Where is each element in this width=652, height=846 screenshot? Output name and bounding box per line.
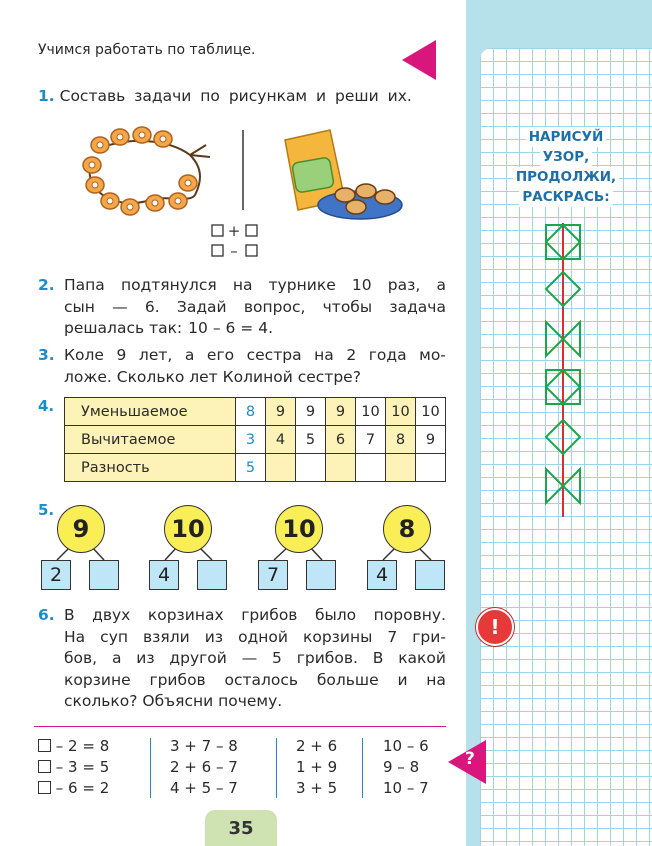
text-line (64, 318, 472, 340)
word: суп (100, 627, 129, 646)
word: В (64, 606, 75, 624)
table-cell: 9 (326, 398, 356, 426)
word: сестра (246, 346, 302, 364)
word: задача (389, 297, 446, 316)
task-1-illustrations (0, 115, 466, 265)
task-number: 6. (38, 606, 55, 624)
table-cell: 5 (236, 454, 266, 482)
row-label: Разность (65, 454, 236, 482)
text-line (64, 627, 446, 649)
table-cell: 7 (356, 426, 386, 454)
pattern-drawing (530, 215, 600, 520)
table-cell: 4 (266, 426, 296, 454)
word: На (64, 627, 86, 646)
word: поровну. (373, 606, 446, 624)
text-line (64, 367, 472, 389)
minus-sign: – (230, 242, 238, 260)
table-cell: 5 (296, 426, 326, 454)
expression: 10 – 7 (383, 779, 429, 797)
number-bond-total: 10 (164, 505, 212, 553)
word: из (136, 649, 155, 667)
word: было (314, 606, 357, 624)
word: 7 (387, 627, 398, 646)
expression: 2 + 6 – 7 (170, 758, 238, 776)
word: его (206, 346, 235, 364)
task-2 (38, 275, 472, 340)
table-cell: 9 (416, 426, 446, 454)
number-bond-answer-box[interactable] (415, 560, 445, 590)
word: грибов. (296, 649, 358, 667)
bookmark-pointer-icon (402, 40, 436, 80)
task-1 (38, 86, 412, 107)
word: больше (316, 670, 379, 689)
task-number: 2. (38, 276, 55, 294)
row-label: Вычитаемое (65, 426, 236, 454)
table-cell: 10 (416, 398, 446, 426)
table-row (65, 454, 446, 482)
task-number: 3. (38, 346, 55, 364)
word: решалась так: (64, 319, 183, 337)
word: 6. (144, 297, 160, 316)
word: а (184, 346, 195, 364)
task-3 (38, 345, 472, 388)
word: В (372, 649, 384, 667)
text-line (64, 345, 446, 367)
sidebar-instruction (480, 127, 652, 207)
word: осталось (224, 670, 299, 689)
bottom-column-2 (170, 736, 238, 799)
table-row (65, 398, 446, 426)
word: года (368, 346, 407, 364)
word: Папа (64, 276, 105, 294)
instruction-line: НАРИСУЙ (526, 127, 607, 147)
expression (38, 778, 109, 799)
expression (38, 757, 109, 778)
column-divider (362, 738, 363, 798)
subtraction-table (64, 397, 446, 482)
word: на (232, 276, 253, 294)
word: — (241, 649, 258, 667)
table-cell: 3 (236, 426, 266, 454)
expression (38, 736, 109, 757)
text-line (64, 670, 446, 692)
word: раз, (387, 276, 421, 294)
expression: 1 + 9 (296, 758, 338, 776)
word: двух (92, 606, 131, 624)
table-cell: 9 (296, 398, 326, 426)
expression: 3 + 7 – 8 (170, 737, 238, 755)
word: а (436, 276, 446, 294)
expression: 3 + 5 (296, 779, 338, 797)
word: 10 (351, 276, 372, 294)
expression: 10 – 6 (383, 737, 429, 755)
number-bond-part: 4 (367, 560, 397, 590)
column-divider (150, 738, 151, 798)
word: грибов (149, 670, 206, 689)
word: другой (169, 649, 227, 667)
table-cell (266, 454, 296, 482)
instruction-line: УЗОР, (540, 147, 593, 167)
table-cell: 6 (326, 426, 356, 454)
task-6 (38, 605, 472, 713)
page-number: 35 (205, 810, 277, 846)
word: корзинах (147, 606, 224, 624)
word: лет, (138, 346, 173, 364)
plus-sign: + (227, 222, 241, 240)
table-cell (356, 454, 386, 482)
section-intro: Учимся работать по таблице. (38, 42, 256, 58)
section-divider (34, 726, 446, 727)
word: а (111, 649, 122, 667)
word: грибов (241, 606, 298, 624)
text-line (64, 275, 446, 297)
equation: 10 – 6 = 4. (188, 319, 273, 337)
cookie-bag-picture (285, 130, 402, 219)
task-number: 1. (38, 87, 55, 105)
word: сколько? Объясни почему. (64, 692, 283, 710)
word: и (397, 670, 408, 689)
expression-text: – 6 = 2 (55, 779, 110, 797)
word: 2 (346, 346, 357, 364)
bottom-column-4 (383, 736, 429, 799)
text-line (64, 297, 446, 319)
word: какой (398, 649, 446, 667)
instruction-line: ПРОДОЛЖИ, (513, 167, 619, 187)
text-line (64, 648, 446, 670)
word: 9 (116, 346, 127, 364)
word: корзины (302, 627, 373, 646)
instruction-line: РАСКРАСЬ: (519, 187, 612, 207)
attention-icon: ! (476, 608, 514, 646)
bagel-garland-picture (83, 127, 210, 215)
number-bond-part: 4 (149, 560, 179, 590)
word: бов, (64, 649, 98, 667)
number-bond-total: 10 (275, 505, 323, 553)
text-line (64, 691, 472, 713)
bottom-column-1 (38, 736, 109, 799)
table-cell (296, 454, 326, 482)
table-cell: 10 (356, 398, 386, 426)
word: из (204, 627, 224, 646)
word: Коле (64, 346, 104, 364)
table-cell: 8 (236, 398, 266, 426)
expression-text: – 2 = 8 (55, 737, 110, 755)
word: — (112, 297, 128, 316)
table-cell (416, 454, 446, 482)
number-bond-answer-box[interactable] (197, 560, 227, 590)
task-number: 4. (38, 397, 55, 415)
table-cell (386, 454, 416, 482)
row-label: Уменьшаемое (65, 398, 236, 426)
task-1-text: Составь задачи по рисункам и реши их. (59, 87, 412, 105)
number-bond-answer-box[interactable] (89, 560, 119, 590)
expression-text: – 3 = 5 (55, 758, 110, 776)
number-bond-total: 8 (383, 505, 431, 553)
word: Задай (176, 297, 227, 316)
word: взяли (143, 627, 190, 646)
word: вопрос, (243, 297, 306, 316)
number-bond-part: 2 (41, 560, 71, 590)
table-cell (326, 454, 356, 482)
word: чтобы (322, 297, 373, 316)
word: на (426, 670, 446, 689)
word: турнике (268, 276, 336, 294)
word: гри- (412, 627, 446, 646)
text-line (64, 605, 446, 627)
column-divider (276, 738, 277, 798)
task-number: 5. (38, 501, 55, 519)
number-bond-answer-box[interactable] (306, 560, 336, 590)
question-mark-glyph: ? (465, 749, 475, 769)
word: мо- (419, 346, 446, 364)
number-bond-part: 7 (258, 560, 288, 590)
table-cell: 9 (266, 398, 296, 426)
word: подтянулся (120, 276, 217, 294)
word: корзине (64, 670, 131, 689)
table-cell: 10 (386, 398, 416, 426)
word: 5 (272, 649, 282, 667)
word: одной (238, 627, 288, 646)
expression: 2 + 6 (296, 737, 338, 755)
bottom-column-3 (296, 736, 337, 799)
word: ложе. Сколько лет Колиной сестре? (64, 367, 361, 386)
word: сын (64, 297, 95, 316)
table-cell: 8 (386, 426, 416, 454)
expression: 4 + 5 – 7 (170, 779, 238, 797)
number-bond-total: 9 (57, 505, 105, 553)
word: на (314, 346, 334, 364)
expression: 9 – 8 (383, 758, 420, 776)
table-row (65, 426, 446, 454)
